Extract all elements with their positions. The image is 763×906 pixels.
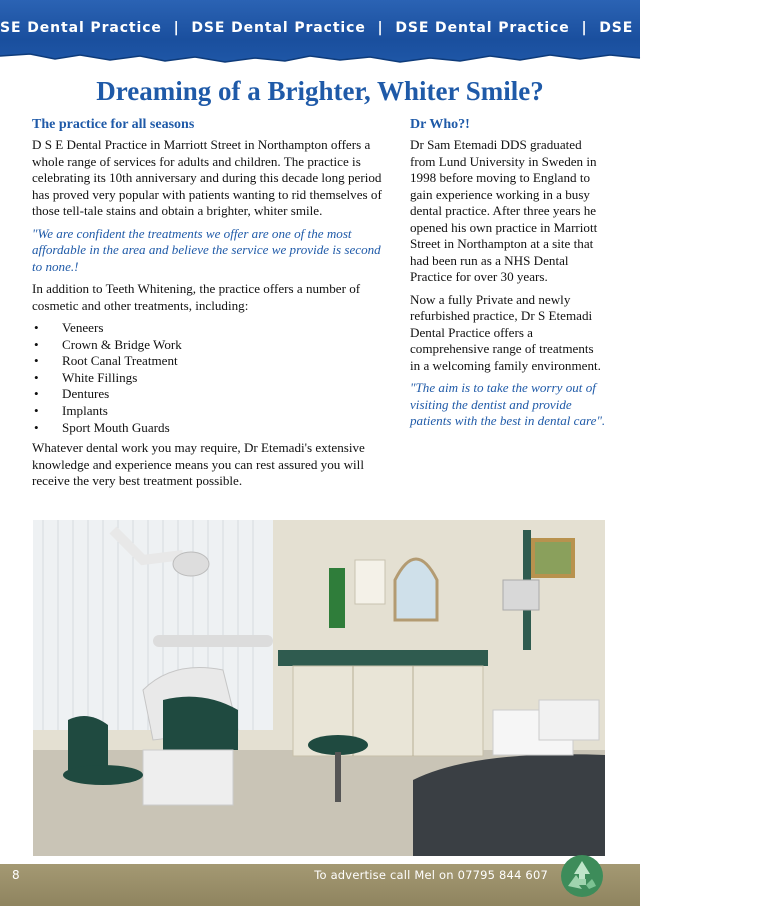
recycle-icon — [556, 852, 608, 900]
left-column — [32, 117, 388, 496]
practice-paragraph: Now a fully Private and newly refurbished practice, Dr S Etemadi Dental Practice offers a comprehensive range of treatments in a welcoming family environment. — [410, 291, 601, 373]
advert-text: To advertise call Mel on 07795 844 607 — [314, 868, 548, 882]
page-title: Dreaming of a Brighter, Whiter Smile? — [96, 76, 544, 106]
banner-separator: | — [581, 20, 588, 36]
banner-item: DSE Dental Practice — [395, 20, 570, 36]
banner-separator: | — [173, 20, 180, 36]
banner-item: SE Dental Practice — [0, 20, 162, 36]
treatments-list — [32, 320, 388, 436]
list-item: • Root Canal Treatment — [32, 353, 388, 370]
aim-quote: "The aim is to take the worry out of visiting the dentist and provide patients with the best in dental care". — [410, 380, 606, 428]
list-item: • Sport Mouth Guards — [32, 420, 388, 437]
bio-paragraph: Dr Sam Etemadi DDS graduated from Lund University in Sweden in 1998 before moving to England to gain experience working in a busy dental practice. After three years he opened his own practice in Marriott Street in Northampton at a site that had been run as a NHS Dental Practice for over 30 years. — [410, 137, 598, 284]
list-item: • Implants — [32, 403, 388, 420]
section-heading: Dr Who?! — [410, 117, 470, 132]
intro-paragraph: D S E Dental Practice in Marriott Street in Northampton offers a whole range of services for adults and children. The practice is celebrating its 10th anniversary and during this decade long period has proved very popular with patients wanting to rid themselves of those tell-tale stains and obtain a brighter, whiter smile. — [32, 137, 382, 218]
surgery-illustration — [33, 520, 605, 856]
closing-paragraph: Whatever dental work you may require, Dr Etemadi's extensive knowledge and experience means you can rest assured you will receive the very best treatment possible. — [32, 440, 365, 489]
surgery-photo — [33, 520, 605, 856]
page-number: 8 — [12, 868, 20, 882]
right-column — [410, 117, 606, 436]
torn-edge — [0, 46, 640, 68]
banner-text — [0, 20, 763, 36]
treatments-intro: In addition to Teeth Whitening, the practice offers a number of cosmetic and other treatments, including: — [32, 281, 361, 313]
banner-separator: | — [377, 20, 384, 36]
section-heading: The practice for all seasons — [32, 117, 195, 132]
practice-quote: "We are confident the treatments we offer are one of the most affordable in the area and believe the service we provide is second to none.! — [32, 225, 381, 274]
banner-item: DSE Dental Practic — [599, 20, 763, 36]
list-item: • Dentures — [32, 386, 388, 403]
list-item: • Veneers — [32, 320, 388, 337]
list-item: • White Fillings — [32, 370, 388, 387]
header-banner — [0, 0, 763, 66]
footer — [0, 850, 640, 906]
banner-item: DSE Dental Practice — [191, 20, 366, 36]
list-item: • Crown & Bridge Work — [32, 337, 388, 354]
